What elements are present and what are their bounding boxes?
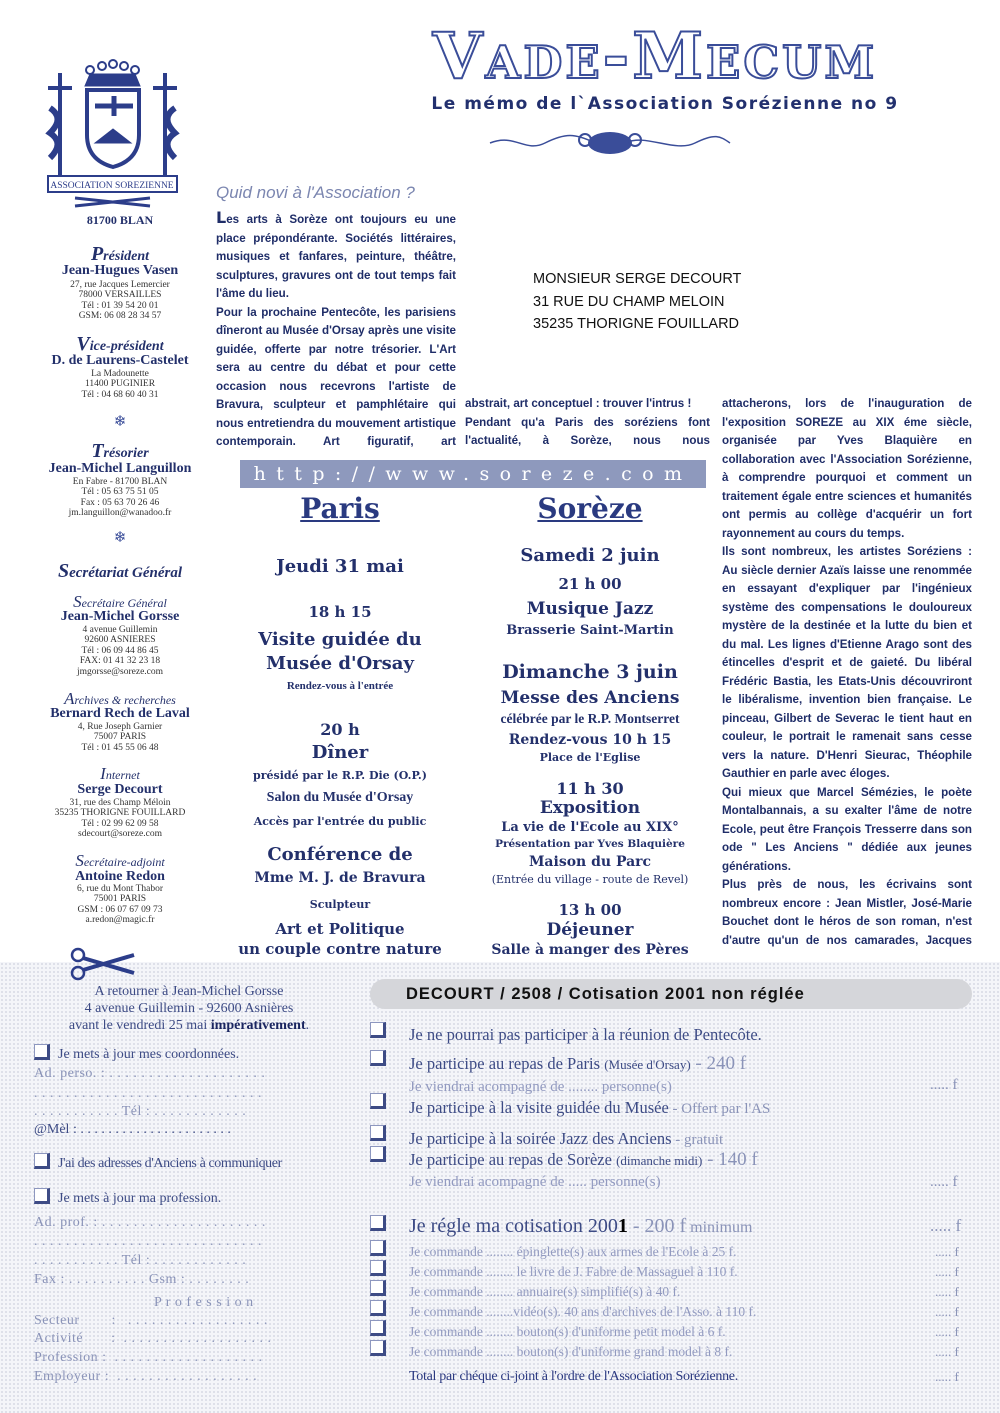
option-membership-fee: Je régle ma cotisation 2001 - 200 f minimum	[409, 1215, 753, 1237]
program-line: Exposition	[539, 798, 641, 818]
amount-field[interactable]: ..... f	[935, 1264, 959, 1279]
article-column-3	[722, 395, 972, 950]
order-video: Je commande ........vidéo(s). 40 ans d'archives de l'Asso. à 110 f.	[409, 1304, 757, 1319]
website-banner[interactable]: http://www.soreze.com	[240, 460, 706, 488]
employer-field[interactable]: Employeur : . . . . . . . . . . . . . . . . . .	[34, 1369, 258, 1384]
internet-name: Serge Decourt	[77, 782, 163, 797]
role-secretary-general: Secrétaire Général	[73, 592, 167, 611]
checkbox[interactable]	[370, 1215, 386, 1231]
article-paragraph: Les arts à Sorèze ont toujours eu une place prépondérante. Sociétés littéraires, musiques et fanfares, peinture, théâtre, sculptures, gravures ont de tout temps fait l'âme du lieu.	[216, 208, 456, 300]
president-name: Jean-Hugues Vasen	[61, 263, 179, 278]
program-line: Place de l'Eglise	[539, 751, 641, 764]
program-line: Présentation par Yves Blaquière	[495, 838, 685, 850]
article-column-1	[216, 209, 456, 452]
checkbox[interactable]	[370, 1093, 386, 1109]
program-line: 11 h 30	[556, 779, 624, 798]
scissors-icon	[68, 947, 136, 981]
personal-address-field[interactable]: Ad. perso. : . . . . . . . . . . . . . . . . . . . .	[34, 1066, 266, 1081]
internet-details: 31, rue des Champ Méloin 35235 THORIGNE FOUILLARD Tél : 02 99 62 09 58 sdecourt@soreze.com	[54, 798, 186, 840]
secretary-general-name: Jean-Michel Gorsse	[60, 609, 180, 624]
program-line: Brasserie Saint-Martin	[506, 623, 674, 638]
program-line: Visite guidée du	[258, 629, 422, 650]
sector-field[interactable]: Secteur : . . . . . . . . . . . . . . . . . .	[34, 1313, 268, 1328]
checkbox[interactable]	[370, 1022, 386, 1038]
program-line: Accès par l'entrée du public	[253, 815, 427, 828]
program-line: Conférence de	[267, 844, 413, 865]
email-field[interactable]: @Mèl : . . . . . . . . . . . . . . . . . . . . . .	[34, 1122, 231, 1137]
checkbox[interactable]	[370, 1260, 386, 1276]
program-line: Rendez-vous 10 h 15	[508, 732, 672, 748]
article-heading: Quid novi à l'Association ?	[216, 183, 415, 202]
svg-text:ASSOCIATION SOREZIENNE: ASSOCIATION SOREZIENNE	[50, 181, 174, 191]
role-vice-president: Vice-président	[76, 333, 164, 355]
program-line: Mme M. J. de Bravura	[254, 870, 426, 886]
checkbox[interactable]	[34, 1044, 50, 1060]
soreze-guests-field[interactable]: Je viendrai acompagné de ..... personne(s)	[409, 1174, 661, 1190]
program-line: Salle à manger des Pères	[491, 942, 689, 958]
program-line: Musique Jazz	[526, 599, 654, 619]
treasurer-name: Jean-Michel Languillon	[48, 461, 192, 476]
checkbox[interactable]	[34, 1188, 50, 1204]
program-line: 21 h 00	[558, 575, 622, 593]
program-line: Jeudi 31 mai	[276, 556, 404, 577]
role-president: Président	[90, 243, 150, 265]
article-column-2	[465, 395, 710, 451]
fax-gsm-field[interactable]: Fax : . . . . . . . . . . Gsm : . . . . . . . .	[34, 1272, 250, 1287]
program-line: La vie de l'Ecole au XIX°	[501, 820, 679, 835]
article-paragraph: Pour la prochaine Pentecôte, les parisiens dîneront au Musée d'Orsay après une visite guidée, offerte par notre trésorier. L'Art sera au centre du débat et pour cette occasion nous recevrons l'artiste de Bravura, sculpteur et pamphlétaire qui nous entretiendra du mouvement artistique contemporain. Art figuratif, art	[216, 305, 456, 448]
treasurer-details: En Fabre - 81700 BLAN Tél : 05 63 75 51 05 Fax : 05 63 70 26 46 jm.languillon@wanadoo.fr	[68, 477, 172, 519]
soreze-heading: Sorèze	[537, 492, 643, 525]
program-line: Dîner	[311, 742, 369, 763]
article-paragraph: Ils sont nombreux, les artistes Soréziens : Au siècle dernier Azaïs laisse une renommée en essayant d'expliquer par l'ingénieux système des compensations le douloureux mystère de la destinée et la lutte du bien et du mal. Les lignes d'Etienne Arago sont des étincelles d'esprit et de gaieté. Du libéral Frédéric Bastia, les Etats-Unis découvriront le libéralisme, invention bien française. Le pinceau, Gilbert de Severac le tient haut en couleur, le portrait le ramenait sans cesse vers la nature. D'Henri Sieurac, Théophile Gauthier en parle avec éloges.	[722, 545, 972, 780]
total-amount-field[interactable]: ..... f	[935, 1369, 959, 1384]
role-secretariat: Secrétariat Général	[57, 560, 183, 582]
recipient-address: MONSIEUR SERGE DECOURT 31 RUE DU CHAMP MELOIN 35235 THORIGNE FOUILLARD	[533, 271, 742, 332]
paris-heading: Paris	[300, 492, 380, 525]
alumni-addresses-option[interactable]: J'ai des adresses d'Anciens à communiquer	[34, 1153, 282, 1172]
program-line: Maison du Parc	[528, 854, 652, 870]
archives-name: Bernard Rech de Laval	[50, 706, 190, 721]
address-line-field[interactable]: . . . . . . . . . . . . . . . . . . . . . . . . . . . . .	[34, 1086, 262, 1101]
update-profession-option[interactable]: Je mets à jour ma profession.	[34, 1188, 221, 1207]
role-deputy-secretary: Secrétaire-adjoint	[75, 851, 165, 870]
vice-president-details: La Madounette 11400 PUGINIER Tél : 04 68 60 40 31	[81, 369, 159, 400]
address-line-field[interactable]: . . . . . . . . . . . . . . . . . . . . . . . . . . . . .	[34, 1234, 262, 1249]
snowflake-icon: ❄	[113, 414, 127, 430]
role-treasurer: Trésorier	[91, 440, 149, 462]
total-cheque-line: Total par chéque ci-joint à l'ordre de l'Association Sorézienne.	[409, 1369, 738, 1384]
article-paragraph: Plus près de nous, les écrivains sont nombreux encore : Jean Mistler, José-Marie Bouchet dont le héros de son roman, n'est d'autre qu'un de nos camarades, Jacques	[722, 878, 972, 947]
order-pins: Je commande ........ épinglette(s) aux armes de l'Ecole à 25 f.	[409, 1244, 737, 1259]
deputy-secretary-name: Antoine Redon	[75, 869, 165, 884]
order-book: Je commande ........ le livre de J. Fabre de Massaguel à 110 f.	[409, 1264, 738, 1279]
article-paragraph: abstrait, art conceptuel : trouver l'intrus !	[465, 397, 692, 410]
program-line: 13 h 00	[558, 901, 622, 919]
article-paragraph: Qui mieux que Marcel Sémézies, le poète Montalbannais, a su exalter l'âme de notre Ecole, peut être François Tresserre dans son ode " Les Anciens " dédiée aux jeunes générations.	[722, 785, 972, 873]
update-contact-option[interactable]: Je mets à jour mes coordonnées.	[34, 1044, 239, 1063]
order-directory: Je commande ........ annuaire(s) simplifié(s) à 40 f.	[409, 1284, 681, 1299]
checkbox[interactable]	[370, 1125, 386, 1141]
program-line: Musée d'Orsay	[266, 653, 414, 674]
membership-status-bar: DECOURT / 2508 / Cotisation 2001 non réglée	[370, 979, 972, 1009]
return-instructions: A retourner à Jean-Michel Gorsse 4 avenue Guillemin - 92600 Asnières avant le vendredi 25 mai impérativement.	[68, 984, 310, 1033]
checkbox[interactable]	[370, 1146, 386, 1162]
ornament-icon	[485, 128, 735, 158]
paris-guests-field[interactable]: Je viendrai acompagné de ........ personne(s)	[409, 1079, 672, 1095]
activity-field[interactable]: Activité : . . . . . . . . . . . . . . . . . . .	[34, 1331, 272, 1346]
snowflake-icon: ❄	[113, 530, 127, 546]
program-line: un couple contre nature	[238, 940, 442, 958]
logo-city: 81700 BLAN	[86, 213, 154, 227]
option-not-attending: Je ne pourrai pas participer à la réunion de Pentecôte.	[409, 1025, 762, 1044]
drop-cap: L	[216, 208, 227, 227]
program-line: Salon du Musée d'Orsay	[266, 790, 414, 805]
article-paragraph: attacherons, lors de l'inauguration de l'exposition SOREZE au XIX éme siècle, organisée par Yves Blaquière en collaboration avec l'Association Sorézienne, à comprendre pourquoi et comment un traitement égale entre sciences et humanités ont permis au collège d'acquérir un fort rayonnement au cours du temps.	[722, 397, 972, 540]
program-line: Art et Politique	[275, 920, 405, 938]
amount-field[interactable]: ..... f	[935, 1244, 959, 1259]
amount-field[interactable]: ..... f	[935, 1344, 959, 1359]
option-jazz-evening: Je participe à la soirée Jazz des Anciens - gratuit	[409, 1129, 724, 1148]
profession-heading: P r o f e s s i o n	[154, 1295, 254, 1310]
option-museum-visit: Je participe à la visite guidée du Musée - Offert par l'AS	[409, 1098, 771, 1117]
work-phone-field[interactable]: . . . . . . . . . . . Tél : . . . . . . . . . . . .	[34, 1253, 247, 1268]
program-line: Sculpteur	[309, 898, 371, 911]
program-line: Rendez-vous à l'entrée	[286, 680, 394, 692]
program-line: (Entrée du village - route de Revel)	[491, 873, 689, 886]
amount-field[interactable]: ..... f	[935, 1324, 959, 1339]
checkbox[interactable]	[370, 1340, 386, 1356]
program-line: Déjeuner	[546, 920, 634, 940]
program-line: 18 h 15	[308, 603, 372, 621]
professional-address-field[interactable]: Ad. prof. : . . . . . . . . . . . . . . . . . . . . .	[34, 1215, 266, 1230]
checkbox[interactable]	[370, 1280, 386, 1296]
role-internet: Internet	[100, 764, 140, 783]
amount-field[interactable]: ..... f	[935, 1284, 959, 1299]
program-line: Messe des Anciens	[500, 688, 680, 708]
checkbox[interactable]	[370, 1300, 386, 1316]
program-line: présidé par le R.P. Die (O.P.)	[253, 769, 427, 782]
newsletter-subtitle: Le mémo de l`Association Sorézienne no 9	[431, 94, 899, 114]
order-small-buttons: Je commande ........ bouton(s) d'uniforme petit model à 6 f.	[409, 1324, 726, 1339]
program-line: célébrée par le R.P. Montserret	[500, 711, 680, 726]
order-large-buttons: Je commande ........ bouton(s) d'uniforme grand model à 8 f.	[409, 1344, 733, 1359]
amount-field[interactable]: ..... f	[930, 1216, 962, 1235]
amount-field[interactable]: ..... f	[930, 1174, 958, 1190]
checkbox[interactable]	[370, 1050, 386, 1066]
deputy-secretary-details: 6, rue du Mont Thabor 75001 PARIS GSM : 06 07 67 09 73 a.redon@magic.fr	[76, 884, 164, 926]
amount-field[interactable]: ..... f	[930, 1077, 958, 1093]
president-details: 27, rue Jacques Lemercier 78000 VERSAILLES Tél : 01 39 54 20 01 GSM: 06 08 28 34 57	[70, 280, 170, 322]
phone-field[interactable]: . . . . . . . . . . . Tél : . . . . . . . . . . . .	[34, 1104, 247, 1119]
role-archives: Archives & recherches	[64, 689, 176, 708]
article-paragraph: Pendant qu'a Paris des soréziens font l'actualité, à Sorèze, nous nous	[465, 415, 710, 447]
archives-details: 4, Rue Joseph Garnier 75007 PARIS Tél : 01 45 55 06 48	[77, 722, 163, 753]
option-paris-dinner: Je participe au repas de Paris (Musée d'Orsay) - 240 f	[409, 1053, 747, 1074]
program-line: Samedi 2 juin	[520, 545, 660, 566]
program-line: 20 h	[320, 720, 360, 739]
checkbox[interactable]	[370, 1320, 386, 1336]
program-line: Dimanche 3 juin	[502, 661, 678, 683]
secretary-general-details: 4 avenue Guillemin 92600 ASNIERES Tél : 06 09 44 86 45 FAX: 01 41 32 23 18 jmgorsse@soreze.com	[76, 625, 164, 677]
option-soreze-lunch: Je participe au repas de Sorèze (dimanche midi) - 140 f	[409, 1149, 758, 1170]
coat-of-arms-logo	[40, 58, 185, 208]
checkbox[interactable]	[34, 1153, 50, 1169]
newsletter-title: Vade-Mecum	[432, 19, 878, 94]
checkbox[interactable]	[370, 1240, 386, 1256]
profession-field[interactable]: Profession : . . . . . . . . . . . . . . . . . . .	[34, 1350, 263, 1365]
vice-president-name: D. de Laurens-Castelet	[51, 353, 189, 368]
amount-field[interactable]: ..... f	[935, 1304, 959, 1319]
